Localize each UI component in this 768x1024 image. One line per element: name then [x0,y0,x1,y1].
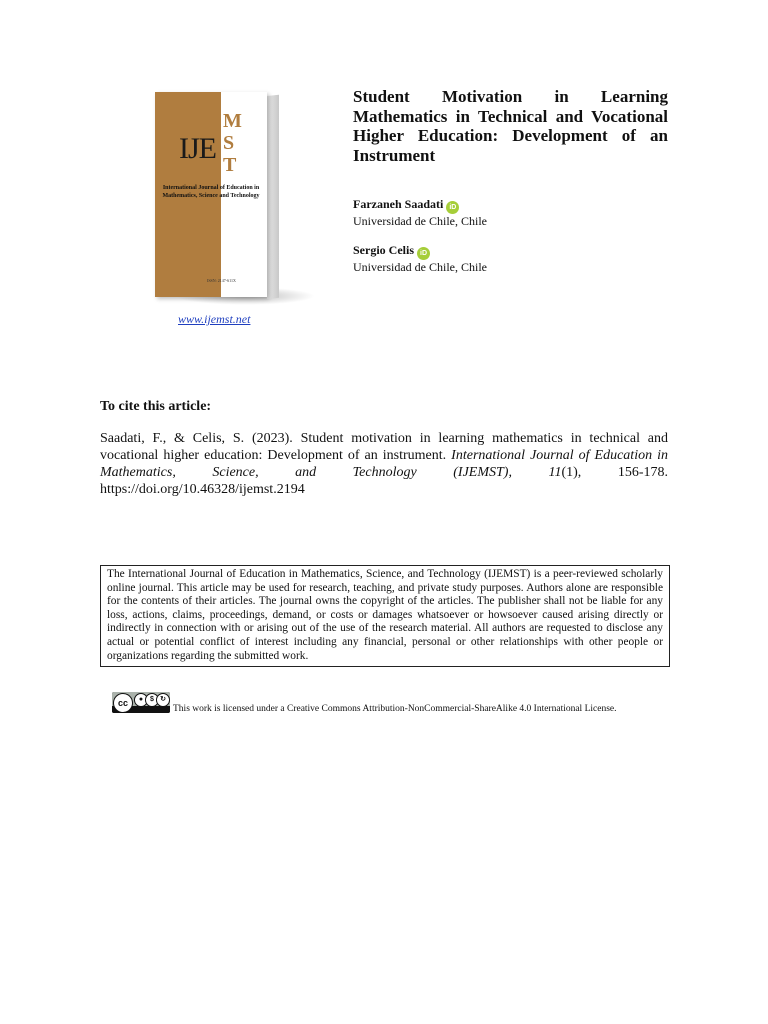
by-icon: ● [134,693,148,707]
cover-ije-logo: IJE [179,132,216,165]
article-title: Student Motivation in Learning Mathematics in Technical and Vocational Higher Education: Development of an Instrument [353,87,668,165]
orcid-icon[interactable]: iD [417,247,430,260]
author-block [353,195,487,229]
cover-mst-letter: M [223,110,242,132]
cover-mst-logo [223,110,242,176]
cover-mst-letter: S [223,132,235,154]
orcid-icon[interactable]: iD [446,201,459,214]
cite-heading: To cite this article: [100,399,212,414]
author-name: Sergio Celis [353,243,414,257]
cc-icon: cc [113,693,133,713]
sa-icon: ↻ [156,693,170,707]
author-affiliation: Universidad de Chile, Chile [353,214,487,228]
disclaimer-box: The International Journal of Education in Mathematics, Science, and Technology (IJEMST) is a peer-reviewed scholarly online journal. This article may be used for research, teaching, and private study purposes. Authors alone are responsible for the contents of their articles. The journal owns the copyright of the articles. The publisher shall not be liable for any loss, actions, claims, proceedings, demand, or costs or damages whatsoever or howsoever caused arising directly or indirectly in connection with or arising out of the use of the research material. All authors are requested to disclose any actual or potential conflict of interest including any financial, personal or other relationships with other people or organizations regarding the submitted work. [100,565,670,667]
journal-website-link[interactable]: www.ijemst.net [178,312,251,326]
cover-front [155,92,267,297]
author-block [353,241,487,275]
author-affiliation: Universidad de Chile, Chile [353,260,487,274]
cc-by-nc-sa-icon[interactable] [112,692,170,713]
cover-issn: ISSN: 2147-611X [207,278,236,283]
nc-icon: $ [145,693,159,707]
citation-text [100,430,668,498]
cover-subtitle: International Journal of Education in Mathematics, Science and Technology [162,185,260,199]
journal-cover-image [155,92,305,307]
citation-journal: International Journal of Education in Mathematics, Science, and Technology (IJEMST), 11 [100,448,668,480]
citation-part2[interactable]: (1), 156-178. https://doi.org/10.46328/ijemst.2194 [100,465,668,497]
author-name: Farzaneh Saadati [353,197,444,211]
citation-part1: Saadati, F., & Celis, S. (2023). Student motivation in learning mathematics in technical and vocational higher education: Development of an instrument. [100,431,668,463]
cover-spine [267,95,279,299]
cover-mst-letter: T [223,154,237,176]
license-text: This work is licensed under a Creative Commons Attribution-NonCommercial-ShareAlike 4.0 International License. [173,704,617,714]
